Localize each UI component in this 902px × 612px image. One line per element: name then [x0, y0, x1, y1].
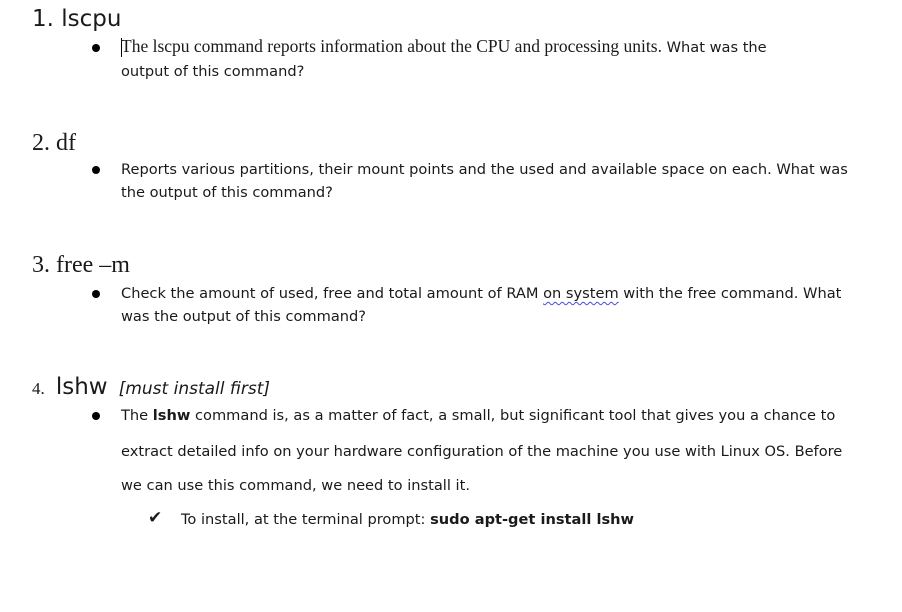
install-command: sudo apt-get install lshw — [430, 511, 635, 528]
section-4-note: [must install first] — [118, 379, 271, 399]
section-3-title: free –m — [56, 252, 130, 278]
section-3-line-2: was the output of this command? — [121, 308, 367, 325]
section-1-serif-text: The lscpu command reports information about the CPU and processing units. — [121, 36, 662, 56]
section-4-line-2: extract detailed info on your hardware configuration of the machine you use with Linux OS. Before — [121, 443, 843, 460]
section-1-title: lscpu — [61, 6, 122, 32]
install-instruction — [181, 509, 634, 531]
section-2-heading — [32, 130, 76, 157]
section-3-number: 3. — [32, 252, 50, 278]
section-1-bullet — [92, 44, 100, 52]
section-4-number: 4. — [32, 379, 45, 398]
section-1-heading — [32, 6, 121, 32]
section-4-line-1 — [121, 405, 835, 427]
section-3-text-a: Check the amount of used, free and total amount of RAM — [121, 285, 544, 302]
section-2-bullet — [92, 166, 100, 174]
section-1-line-2: output of this command? — [121, 63, 305, 80]
section-1-number: 1. — [32, 6, 54, 32]
section-4-title: lshw — [55, 374, 108, 400]
section-2-line-2: the output of this command? — [121, 184, 333, 201]
section-2-number: 2. — [32, 130, 50, 156]
section-3-heading — [32, 252, 130, 279]
section-1-sans-text: What was the — [661, 39, 767, 56]
section-3-line-1 — [121, 283, 841, 305]
section-2-title: df — [56, 130, 76, 156]
section-4-text-a: The — [121, 407, 153, 424]
section-4-line-3: we can use this command, we need to install it. — [121, 477, 470, 494]
section-2-line-1: Reports various partitions, their mount points and the used and available space on each. What was — [121, 161, 848, 178]
section-1-line-1 — [121, 36, 767, 59]
section-3-text-b: with the free command. What — [618, 285, 842, 302]
section-4-text-b: command is, as a matter of fact, a small, but significant tool that gives you a chance to — [190, 407, 836, 424]
section-4-bullet — [92, 412, 100, 420]
spelling-flag[interactable]: on system — [543, 285, 619, 302]
section-3-bullet — [92, 290, 100, 298]
install-text: To install, at the terminal prompt: — [181, 511, 431, 528]
lshw-keyword: lshw — [152, 407, 191, 424]
section-4-heading — [32, 374, 270, 400]
checkmark-icon: ✔ — [148, 508, 163, 528]
